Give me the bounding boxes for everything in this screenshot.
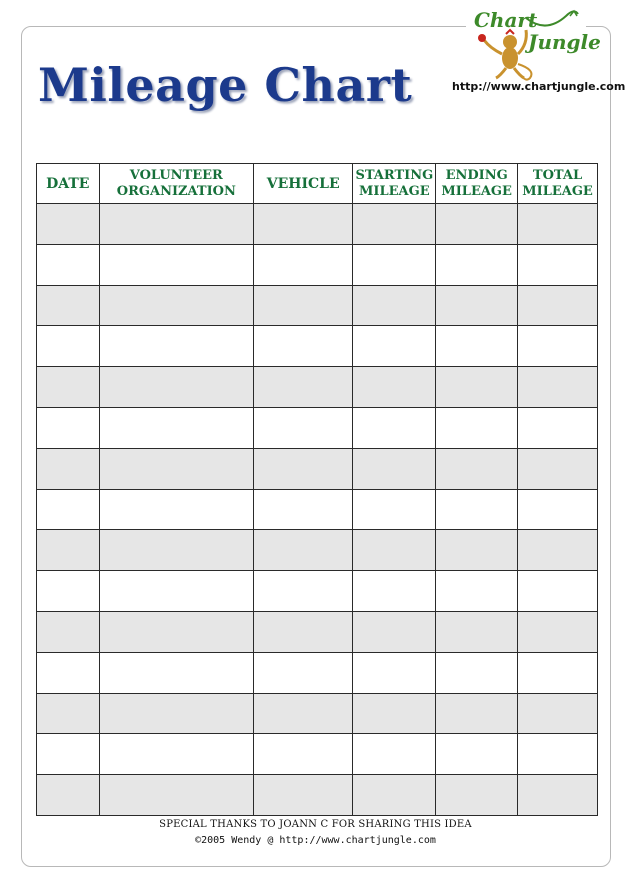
header-start-line2: MILEAGE (359, 183, 430, 199)
total-mileage-cell[interactable] (518, 734, 598, 775)
date-cell[interactable] (37, 611, 100, 652)
total-mileage-cell[interactable] (518, 611, 598, 652)
table-row (37, 367, 598, 408)
ending-mileage-cell[interactable] (436, 571, 518, 612)
header-total-line2: MILEAGE (522, 183, 593, 199)
vehicle-cell[interactable] (253, 407, 353, 448)
table-row (37, 611, 598, 652)
vehicle-cell[interactable] (253, 285, 353, 326)
total-mileage-cell[interactable] (518, 775, 598, 816)
total-mileage-cell[interactable] (518, 244, 598, 285)
total-mileage-cell[interactable] (518, 530, 598, 571)
total-mileage-cell[interactable] (518, 489, 598, 530)
header-org-line1: VOLUNTEER (129, 167, 223, 183)
vehicle-cell[interactable] (253, 571, 353, 612)
ending-mileage-cell[interactable] (436, 611, 518, 652)
copyright-note: ©2005 Wendy @ http://www.chartjungle.com (195, 835, 436, 846)
table-row (37, 693, 598, 734)
starting-mileage-cell[interactable] (353, 244, 436, 285)
starting-mileage-cell[interactable] (353, 285, 436, 326)
table-row (37, 571, 598, 612)
header-org-line2: ORGANIZATION (116, 183, 236, 199)
total-mileage-cell[interactable] (518, 367, 598, 408)
header-end-line1: ENDING (445, 167, 508, 183)
header-end-line2: MILEAGE (441, 183, 512, 199)
ending-mileage-cell[interactable] (436, 489, 518, 530)
starting-mileage-cell[interactable] (353, 204, 436, 245)
page-title: Mileage Chart (38, 58, 413, 112)
vehicle-cell[interactable] (253, 775, 353, 816)
vehicle-cell[interactable] (253, 652, 353, 693)
table-row (37, 734, 598, 775)
starting-mileage-cell[interactable] (353, 611, 436, 652)
date-cell[interactable] (37, 489, 100, 530)
starting-mileage-cell[interactable] (353, 489, 436, 530)
vehicle-cell[interactable] (253, 448, 353, 489)
total-mileage-cell[interactable] (518, 571, 598, 612)
total-mileage-cell[interactable] (518, 204, 598, 245)
ending-mileage-cell[interactable] (436, 530, 518, 571)
date-cell[interactable] (37, 571, 100, 612)
total-mileage-cell[interactable] (518, 326, 598, 367)
header-starting-mileage (353, 164, 436, 204)
header-start-line1: STARTING (355, 167, 434, 183)
vehicle-cell[interactable] (253, 326, 353, 367)
header-ending-mileage (436, 164, 518, 204)
ending-mileage-cell[interactable] (436, 367, 518, 408)
table-row (37, 652, 598, 693)
starting-mileage-cell[interactable] (353, 734, 436, 775)
date-cell[interactable] (37, 244, 100, 285)
organization-cell[interactable] (99, 571, 253, 612)
table-row (37, 285, 598, 326)
vehicle-cell[interactable] (253, 530, 353, 571)
organization-cell[interactable] (99, 775, 253, 816)
date-cell[interactable] (37, 693, 100, 734)
vehicle-cell[interactable] (253, 367, 353, 408)
ending-mileage-cell[interactable] (436, 734, 518, 775)
organization-cell[interactable] (99, 407, 253, 448)
vehicle-cell[interactable] (253, 204, 353, 245)
organization-cell[interactable] (99, 693, 253, 734)
table-row (37, 775, 598, 816)
header-volunteer-organization (99, 164, 253, 204)
date-cell[interactable] (37, 204, 100, 245)
ending-mileage-cell[interactable] (436, 775, 518, 816)
date-cell[interactable] (37, 448, 100, 489)
date-cell[interactable] (37, 530, 100, 571)
mileage-table (36, 163, 598, 816)
total-mileage-cell[interactable] (518, 448, 598, 489)
starting-mileage-cell[interactable] (353, 652, 436, 693)
total-mileage-cell[interactable] (518, 407, 598, 448)
date-cell[interactable] (37, 652, 100, 693)
header-date: DATE (37, 164, 100, 204)
logo-text-chart: Chart (474, 8, 538, 32)
vehicle-cell[interactable] (253, 734, 353, 775)
date-cell[interactable] (37, 326, 100, 367)
starting-mileage-cell[interactable] (353, 448, 436, 489)
total-mileage-cell[interactable] (518, 285, 598, 326)
organization-cell[interactable] (99, 530, 253, 571)
organization-cell[interactable] (99, 367, 253, 408)
logo-text-jungle: Jungle (528, 30, 601, 54)
date-cell[interactable] (37, 407, 100, 448)
table-body (37, 204, 598, 816)
table-row (37, 326, 598, 367)
starting-mileage-cell[interactable] (353, 775, 436, 816)
header-vehicle: VEHICLE (253, 164, 353, 204)
organization-cell[interactable] (99, 244, 253, 285)
vehicle-cell[interactable] (253, 489, 353, 530)
starting-mileage-cell[interactable] (353, 693, 436, 734)
date-cell[interactable] (37, 734, 100, 775)
table-row (37, 448, 598, 489)
organization-cell[interactable] (99, 652, 253, 693)
ending-mileage-cell[interactable] (436, 693, 518, 734)
table-row (37, 204, 598, 245)
chartjungle-logo (466, 4, 601, 82)
ending-mileage-cell[interactable] (436, 326, 518, 367)
organization-cell[interactable] (99, 489, 253, 530)
starting-mileage-cell[interactable] (353, 326, 436, 367)
starting-mileage-cell[interactable] (353, 530, 436, 571)
header-total-mileage (518, 164, 598, 204)
header-total-line1: TOTAL (532, 167, 583, 183)
date-cell[interactable] (37, 285, 100, 326)
ending-mileage-cell[interactable] (436, 448, 518, 489)
starting-mileage-cell[interactable] (353, 407, 436, 448)
date-cell[interactable] (37, 775, 100, 816)
header-row (37, 164, 598, 204)
table-row (37, 244, 598, 285)
organization-cell[interactable] (99, 326, 253, 367)
organization-cell[interactable] (99, 611, 253, 652)
thanks-note: SPECIAL THANKS TO JOANN C FOR SHARING THIS IDEA (159, 819, 472, 830)
starting-mileage-cell[interactable] (353, 367, 436, 408)
ending-mileage-cell[interactable] (436, 204, 518, 245)
total-mileage-cell[interactable] (518, 693, 598, 734)
site-url[interactable]: http://www.chartjungle.com (452, 80, 626, 93)
ending-mileage-cell[interactable] (436, 407, 518, 448)
organization-cell[interactable] (99, 734, 253, 775)
date-cell[interactable] (37, 367, 100, 408)
table-row (37, 530, 598, 571)
organization-cell[interactable] (99, 285, 253, 326)
ending-mileage-cell[interactable] (436, 652, 518, 693)
vehicle-cell[interactable] (253, 693, 353, 734)
ending-mileage-cell[interactable] (436, 244, 518, 285)
vehicle-cell[interactable] (253, 611, 353, 652)
table-row (37, 489, 598, 530)
table-row (37, 407, 598, 448)
total-mileage-cell[interactable] (518, 652, 598, 693)
starting-mileage-cell[interactable] (353, 571, 436, 612)
ending-mileage-cell[interactable] (436, 285, 518, 326)
organization-cell[interactable] (99, 204, 253, 245)
vehicle-cell[interactable] (253, 244, 353, 285)
organization-cell[interactable] (99, 448, 253, 489)
